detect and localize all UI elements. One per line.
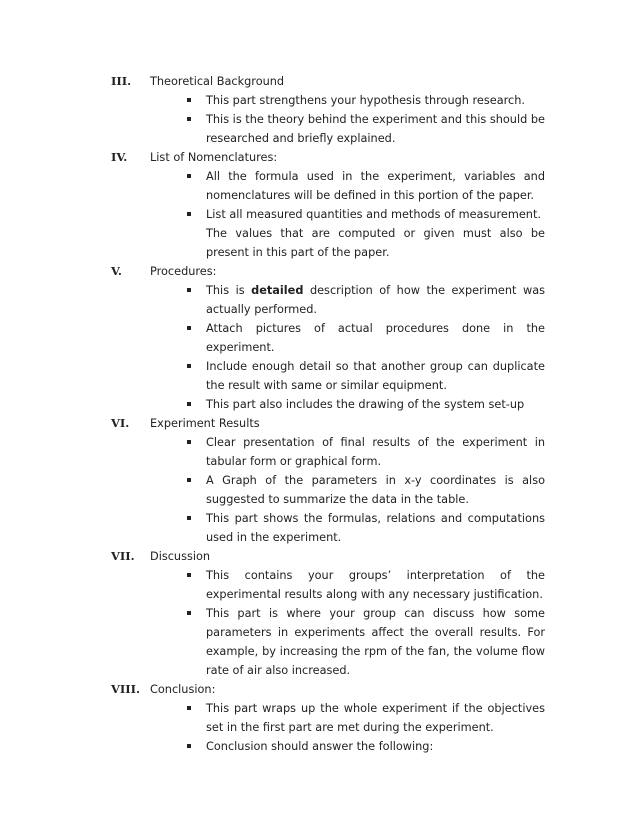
square-bullet-icon [187, 440, 191, 444]
square-bullet-icon [187, 478, 191, 482]
square-bullet-icon [187, 288, 191, 292]
list-item [0, 167, 638, 205]
bullet-text: This part wraps up the whole experiment if the objectives set in the first part are met during the experiment. [206, 702, 545, 734]
square-bullet-icon [187, 706, 191, 710]
list-item [0, 319, 638, 357]
bullet-text: This part is where your group can discuss how some parameters in experiments affect the overall results. For example, by increasing the rpm of the fan, the volume flow rate of air also increased. [206, 607, 545, 677]
bullet-text-post: description of how the experiment was actually performed. [206, 284, 546, 316]
section-numeral: VII. [111, 549, 135, 563]
square-bullet-icon [187, 98, 191, 102]
section-title: Discussion [150, 550, 211, 563]
list-item [0, 357, 638, 395]
bullet-text: This part strengthens your hypothesis through research. [206, 94, 526, 107]
bullet-text: Attach pictures of actual procedures done in the experiment. [206, 322, 545, 354]
section-heading-vii [0, 547, 638, 566]
bullet-text [206, 281, 545, 319]
list-item [0, 471, 638, 509]
square-bullet-icon [187, 364, 191, 368]
section-title: Procedures: [150, 265, 217, 278]
list-item [0, 433, 638, 471]
section-numeral: V. [111, 264, 122, 278]
bullet-text: Clear presentation of final results of the experiment in tabular form or graphical form. [206, 436, 545, 468]
list-item [0, 395, 638, 414]
section-heading-vi [0, 414, 638, 433]
section-numeral: VI. [111, 416, 130, 430]
bullet-text: List all measured quantities and methods of measurement. [206, 208, 541, 221]
bullet-text: This contains your groups’ interpretation of the experimental results along with any necessary justification. [206, 569, 545, 601]
list-item [0, 699, 638, 737]
section-numeral: VIII. [111, 682, 141, 696]
bullet-text-bold: detailed [251, 284, 304, 297]
square-bullet-icon [187, 573, 191, 577]
list-item [0, 91, 638, 110]
section-title: Theoretical Background [150, 75, 285, 88]
section-heading-v [0, 262, 638, 281]
list-item [0, 604, 638, 680]
bullet-text-pre: This is [206, 284, 252, 297]
square-bullet-icon [187, 611, 191, 615]
section-heading-iii [0, 72, 638, 91]
square-bullet-icon [187, 117, 191, 121]
bullet-text: A Graph of the parameters in x-y coordinates is also suggested to summarize the data in the table. [206, 474, 545, 506]
square-bullet-icon [187, 174, 191, 178]
section-heading-viii [0, 680, 638, 699]
section-title: List of Nomenclatures: [150, 151, 278, 164]
section-numeral: III. [111, 74, 132, 88]
square-bullet-icon [187, 744, 191, 748]
square-bullet-icon [187, 212, 191, 216]
bullet-text: Include enough detail so that another group can duplicate the result with same or similar equipment. [206, 360, 545, 392]
list-item [0, 205, 638, 224]
list-item [0, 110, 638, 148]
bullet-text: All the formula used in the experiment, variables and nomenclatures will be defined in this portion of the paper. [206, 170, 545, 202]
square-bullet-icon [187, 326, 191, 330]
section-numeral: IV. [111, 150, 128, 164]
section-title: Experiment Results [150, 417, 260, 430]
square-bullet-icon [187, 402, 191, 406]
list-item [0, 281, 638, 319]
section-title: Conclusion: [150, 683, 216, 696]
bullet-text: This is the theory behind the experiment and this should be researched and briefly explained. [206, 113, 545, 145]
list-item [0, 509, 638, 547]
list-item [0, 737, 638, 756]
section-heading-iv [0, 148, 638, 167]
bullet-text: Conclusion should answer the following: [206, 740, 434, 753]
bullet-text: This part also includes the drawing of the system set-up [206, 398, 525, 411]
square-bullet-icon [187, 516, 191, 520]
list-item [0, 566, 638, 604]
document-page [0, 72, 638, 756]
bullet-text: This part shows the formulas, relations and computations used in the experiment. [206, 512, 545, 544]
continuation-text: The values that are computed or given must also be present in this part of the paper. [206, 227, 545, 259]
